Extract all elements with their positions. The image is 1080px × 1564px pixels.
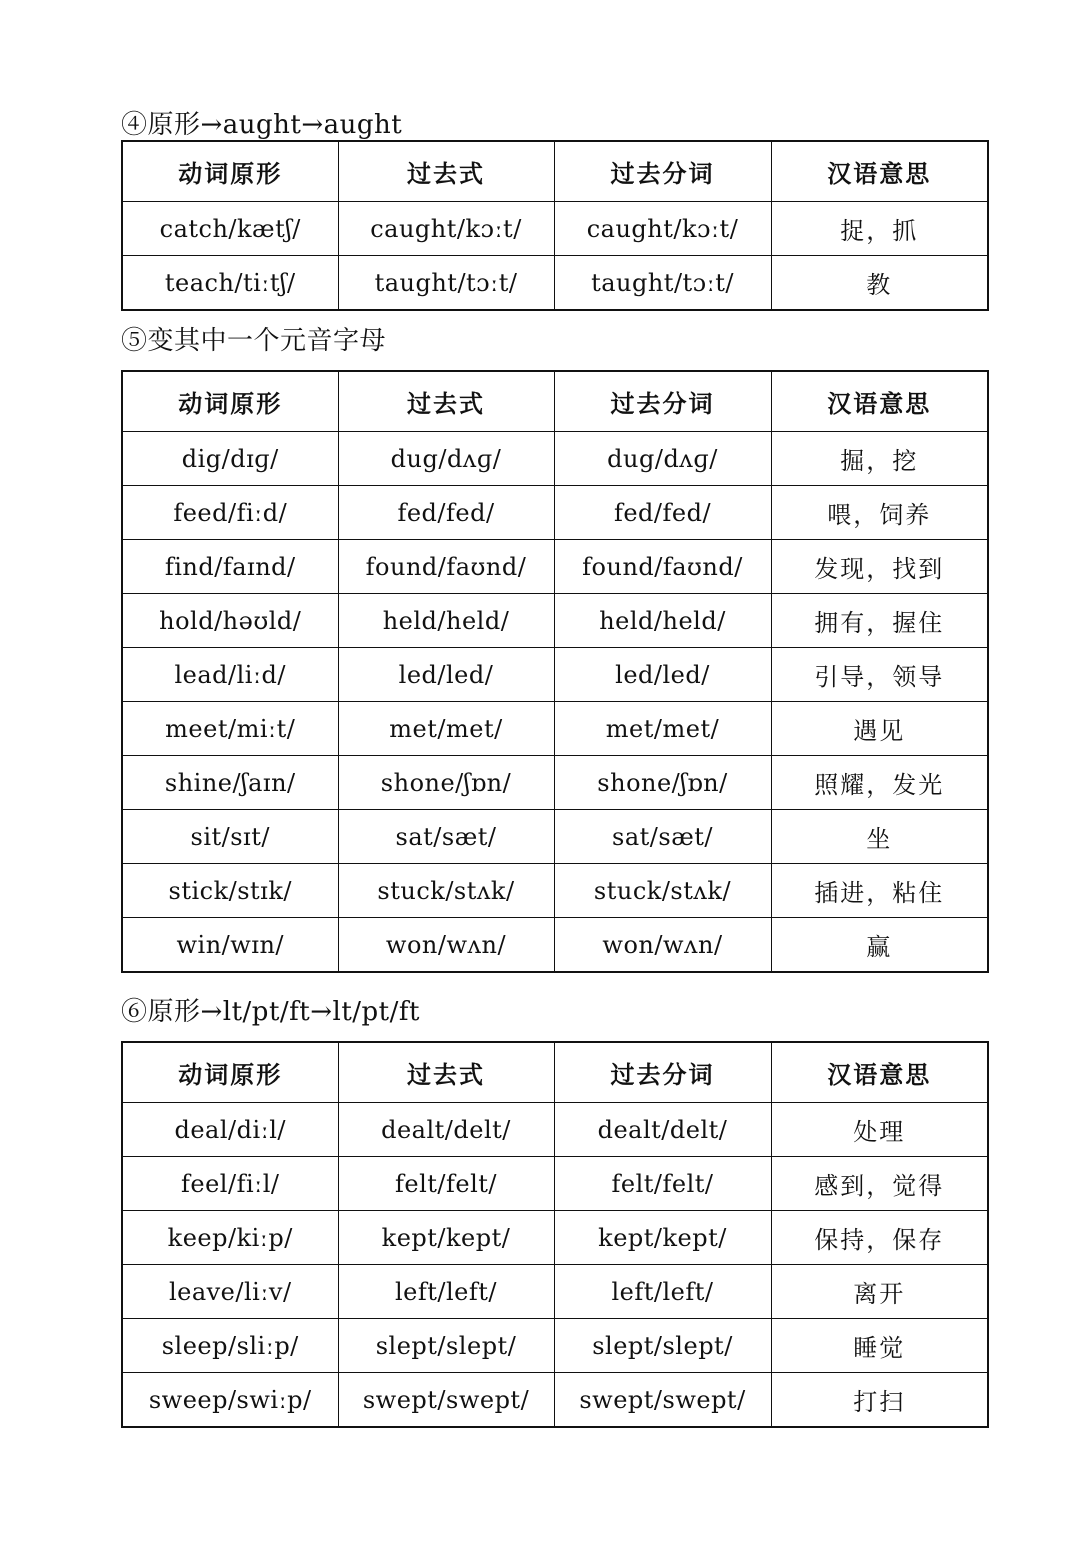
cell-meaning: 睡觉	[771, 1319, 988, 1373]
cell-past-participle: caught/kɔːt/	[554, 202, 771, 256]
verb-table	[121, 1041, 989, 1428]
cell-past-tense: dug/dʌɡ/	[338, 432, 554, 486]
cell-base-form: find/faɪnd/	[122, 540, 338, 594]
cell-meaning: 教	[771, 256, 988, 311]
cell-past-participle: won/wʌn/	[554, 918, 771, 973]
table-header-row	[122, 1042, 988, 1103]
section-heading: ⑥原形→lt/pt/ft→lt/pt/ft	[121, 997, 420, 1027]
section-aught	[121, 110, 987, 311]
cell-past-participle: felt/felt/	[554, 1157, 771, 1211]
cell-meaning: 感到，觉得	[771, 1157, 988, 1211]
cell-base-form: sweep/swiːp/	[122, 1373, 338, 1428]
cell-past-participle: dug/dʌɡ/	[554, 432, 771, 486]
cell-meaning: 掘，挖	[771, 432, 988, 486]
verb-table	[121, 140, 989, 311]
cell-past-tense: sat/sæt/	[338, 810, 554, 864]
cell-meaning: 打扫	[771, 1373, 988, 1428]
cell-past-tense: kept/kept/	[338, 1211, 554, 1265]
cell-past-tense: held/held/	[338, 594, 554, 648]
cell-meaning: 拥有，握住	[771, 594, 988, 648]
cell-past-tense: shone/ʃɒn/	[338, 756, 554, 810]
header-past-tense: 过去式	[338, 371, 554, 432]
cell-past-participle: slept/slept/	[554, 1319, 771, 1373]
table-row	[122, 648, 988, 702]
cell-past-participle: left/left/	[554, 1265, 771, 1319]
cell-past-tense: slept/slept/	[338, 1319, 554, 1373]
table-header-row	[122, 141, 988, 202]
table-row	[122, 1211, 988, 1265]
cell-past-tense: led/led/	[338, 648, 554, 702]
cell-past-participle: swept/swept/	[554, 1373, 771, 1428]
cell-past-participle: dealt/delt/	[554, 1103, 771, 1157]
table-row	[122, 702, 988, 756]
header-base-form: 动词原形	[122, 371, 338, 432]
table-row	[122, 864, 988, 918]
cell-past-tense: left/left/	[338, 1265, 554, 1319]
table-row	[122, 540, 988, 594]
cell-past-participle: fed/fed/	[554, 486, 771, 540]
section-vowel-change	[121, 326, 987, 973]
cell-past-participle: kept/kept/	[554, 1211, 771, 1265]
cell-base-form: sit/sɪt/	[122, 810, 338, 864]
cell-base-form: shine/ʃaɪn/	[122, 756, 338, 810]
cell-base-form: dig/dɪɡ/	[122, 432, 338, 486]
cell-base-form: lead/liːd/	[122, 648, 338, 702]
cell-meaning: 捉，抓	[771, 202, 988, 256]
header-chinese-meaning: 汉语意思	[771, 1042, 988, 1103]
table-row	[122, 1373, 988, 1428]
header-past-participle: 过去分词	[554, 141, 771, 202]
section-heading: ⑤变其中一个元音字母	[121, 326, 387, 356]
cell-past-participle: sat/sæt/	[554, 810, 771, 864]
cell-meaning: 引导，领导	[771, 648, 988, 702]
cell-base-form: leave/liːv/	[122, 1265, 338, 1319]
cell-past-tense: stuck/stʌk/	[338, 864, 554, 918]
cell-meaning: 赢	[771, 918, 988, 973]
section-heading: ④原形→aught→aught	[121, 110, 403, 140]
cell-past-participle: found/faʊnd/	[554, 540, 771, 594]
cell-past-participle: stuck/stʌk/	[554, 864, 771, 918]
table-row	[122, 1265, 988, 1319]
verb-table	[121, 370, 989, 973]
cell-past-participle: led/led/	[554, 648, 771, 702]
cell-past-participle: held/held/	[554, 594, 771, 648]
table-row	[122, 486, 988, 540]
cell-past-participle: met/met/	[554, 702, 771, 756]
cell-base-form: hold/həʊld/	[122, 594, 338, 648]
cell-meaning: 喂，饲养	[771, 486, 988, 540]
table-row	[122, 202, 988, 256]
table-row	[122, 1103, 988, 1157]
cell-meaning: 处理	[771, 1103, 988, 1157]
cell-base-form: deal/diːl/	[122, 1103, 338, 1157]
cell-meaning: 遇见	[771, 702, 988, 756]
section-lt-pt-ft	[121, 997, 987, 1428]
table-row	[122, 918, 988, 973]
cell-past-participle: taught/tɔːt/	[554, 256, 771, 311]
cell-meaning: 插进，粘住	[771, 864, 988, 918]
cell-past-tense: found/faʊnd/	[338, 540, 554, 594]
cell-past-tense: caught/kɔːt/	[338, 202, 554, 256]
header-base-form: 动词原形	[122, 1042, 338, 1103]
cell-past-tense: felt/felt/	[338, 1157, 554, 1211]
cell-past-tense: dealt/delt/	[338, 1103, 554, 1157]
cell-base-form: teach/tiːtʃ/	[122, 256, 338, 311]
cell-past-tense: fed/fed/	[338, 486, 554, 540]
header-past-tense: 过去式	[338, 1042, 554, 1103]
cell-base-form: feel/fiːl/	[122, 1157, 338, 1211]
cell-past-tense: taught/tɔːt/	[338, 256, 554, 311]
table-row	[122, 756, 988, 810]
table-row	[122, 256, 988, 311]
cell-past-tense: swept/swept/	[338, 1373, 554, 1428]
cell-base-form: sleep/sliːp/	[122, 1319, 338, 1373]
cell-meaning: 发现，找到	[771, 540, 988, 594]
table-row	[122, 1319, 988, 1373]
table-row	[122, 1157, 988, 1211]
cell-meaning: 照耀，发光	[771, 756, 988, 810]
cell-base-form: meet/miːt/	[122, 702, 338, 756]
header-past-tense: 过去式	[338, 141, 554, 202]
cell-base-form: win/wɪn/	[122, 918, 338, 973]
cell-base-form: stick/stɪk/	[122, 864, 338, 918]
header-base-form: 动词原形	[122, 141, 338, 202]
table-row	[122, 432, 988, 486]
cell-past-tense: met/met/	[338, 702, 554, 756]
cell-base-form: feed/fiːd/	[122, 486, 338, 540]
header-chinese-meaning: 汉语意思	[771, 371, 988, 432]
header-chinese-meaning: 汉语意思	[771, 141, 988, 202]
cell-base-form: catch/kætʃ/	[122, 202, 338, 256]
cell-past-participle: shone/ʃɒn/	[554, 756, 771, 810]
table-header-row	[122, 371, 988, 432]
header-past-participle: 过去分词	[554, 371, 771, 432]
cell-base-form: keep/kiːp/	[122, 1211, 338, 1265]
cell-meaning: 保持，保存	[771, 1211, 988, 1265]
cell-meaning: 坐	[771, 810, 988, 864]
table-row	[122, 594, 988, 648]
cell-past-tense: won/wʌn/	[338, 918, 554, 973]
table-row	[122, 810, 988, 864]
cell-meaning: 离开	[771, 1265, 988, 1319]
header-past-participle: 过去分词	[554, 1042, 771, 1103]
